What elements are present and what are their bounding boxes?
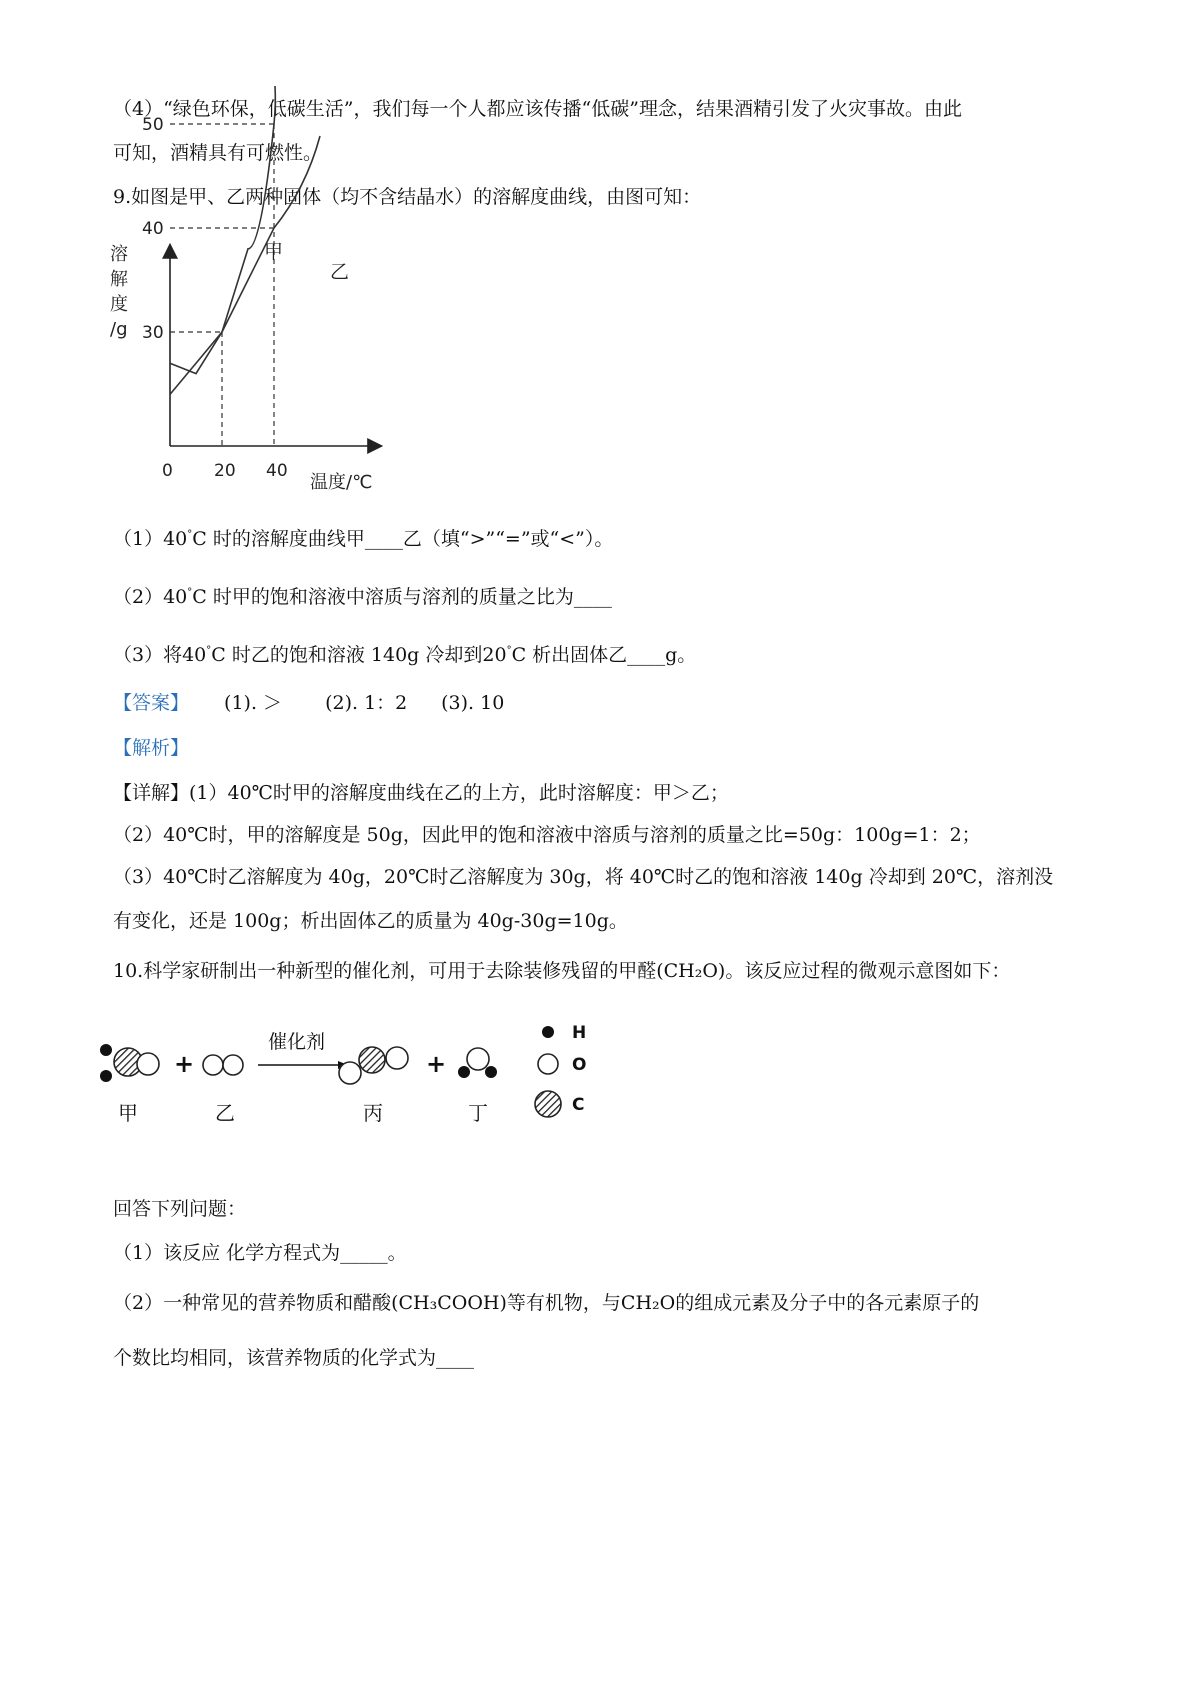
q10-question-1: （1）该反应 化学方程式为_____。 xyxy=(113,1242,407,1264)
x-axis-label: 温度/℃ xyxy=(310,472,373,493)
molecule-water xyxy=(458,1048,497,1078)
answer-3: (3). 10 xyxy=(441,692,505,714)
molecule-carbon-dioxide xyxy=(339,1047,408,1084)
series-label-yi: 乙 xyxy=(330,261,350,283)
label-ding: 丁 xyxy=(468,1101,488,1125)
y-tick-50: 50 xyxy=(142,115,164,135)
detail-3: （3）40℃时乙溶解度为 40g，20℃时乙溶解度为 30g，将 40℃时乙的饱和溶液 140g 冷却到 20℃，溶剂没 xyxy=(113,866,1054,888)
q9-answer xyxy=(113,690,504,716)
plus-2: + xyxy=(426,1050,447,1078)
catalyst-label: 催化剂 xyxy=(268,1031,326,1053)
answer-1: (1). ＞ xyxy=(224,692,283,714)
y-axis-label-3: /g xyxy=(110,319,128,340)
molecule-oxygen xyxy=(203,1055,243,1075)
detail-1: 【详解】(1）40℃时甲的溶解度曲线在乙的上方，此时溶解度：甲＞乙； xyxy=(113,782,729,804)
x-tick-40: 40 xyxy=(266,461,288,481)
legend-o: O xyxy=(572,1055,587,1075)
legend-h: H xyxy=(572,1023,587,1043)
q8-part4-line1: （4）“绿色环保，低碳生活”，我们每一个人都应该传播“低碳”理念，结果酒精引发了火灾事故。由此 xyxy=(113,98,962,120)
q8-part4-line2: 可知，酒精具有可燃性。 xyxy=(113,142,323,164)
molecule-formaldehyde xyxy=(100,1044,159,1082)
reaction-diagram xyxy=(100,1012,620,1132)
label-bing: 丙 xyxy=(363,1101,383,1125)
q10-question-2-line2: 个数比均相同，该营养物质的化学式为____ xyxy=(113,1347,475,1369)
q10-question-2-line1: （2）一种常见的营养物质和醋酸(CH₃COOH)等有机物，与CH₂O的组成元素及分子中的各元素原子的 xyxy=(113,1292,980,1314)
y-axis-label-2: 度 xyxy=(110,294,128,315)
q10-stem: 10.科学家研制出一种新型的催化剂，可用于去除装修残留的甲醛(CH₂O)。该反应过程的微观示意图如下： xyxy=(113,960,1011,982)
q9-question-1: （1）40°C 时的溶解度曲线甲____乙（填“>”“=”或“<”）。 xyxy=(113,528,614,550)
series-label-jia: 甲 xyxy=(264,241,284,263)
y-tick-40: 40 xyxy=(142,219,164,239)
q9-question-3: （3）将40°C 时乙的饱和溶液 140g 冷却到20°C 析出固体乙____g。 xyxy=(113,644,697,666)
y-tick-30: 30 xyxy=(142,323,164,343)
detail-2: （2）40℃时，甲的溶解度是 50g，因此甲的饱和溶液中溶质与溶剂的质量之比=50g：100g=1：2； xyxy=(113,824,981,846)
label-yi: 乙 xyxy=(215,1101,235,1125)
q9-stem: 9.如图是甲、乙两种固体（均不含结晶水）的溶解度曲线，由图可知： xyxy=(113,186,702,208)
x-tick-20: 20 xyxy=(214,461,236,481)
analysis-tag: 【解析】 xyxy=(113,737,190,759)
detail-4: 有变化，还是 100g；析出固体乙的质量为 40g-30g=10g。 xyxy=(113,910,628,932)
label-jia: 甲 xyxy=(118,1101,138,1125)
q10-answer-intro: 回答下列问题： xyxy=(113,1198,247,1220)
legend-c: C xyxy=(572,1095,585,1115)
answer-2: (2). 1：2 xyxy=(325,692,408,714)
atom-legend xyxy=(535,1023,586,1117)
x-tick-0: 0 xyxy=(162,461,173,481)
q9-question-2: （2）40°C 时甲的饱和溶液中溶质与溶剂的质量之比为____ xyxy=(113,586,612,608)
answer-tag: 【答案】 xyxy=(113,692,190,714)
plus-1: + xyxy=(174,1050,195,1078)
y-axis-label-1: 解 xyxy=(110,269,128,290)
y-axis-label-0: 溶 xyxy=(110,244,128,265)
